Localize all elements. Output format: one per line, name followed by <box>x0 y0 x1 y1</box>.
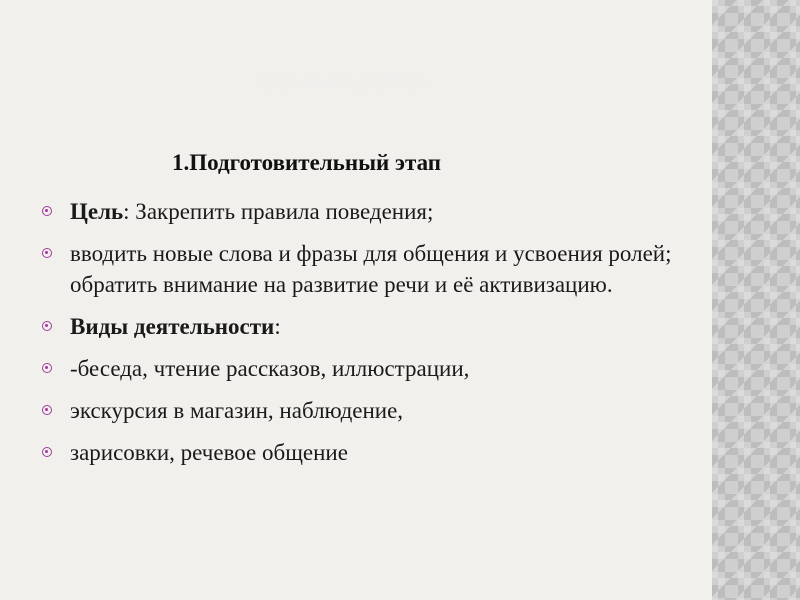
ring-dot-bullet-icon <box>42 363 52 373</box>
list-item-goal <box>42 196 682 227</box>
list-item-introduce-words <box>42 238 682 300</box>
list-item-sketches <box>42 437 682 468</box>
activity-types-label: Виды деятельности <box>70 314 275 339</box>
goal-label: Цель <box>70 199 124 224</box>
excursion-text: экскурсия в магазин, наблюдение, <box>70 398 404 423</box>
ring-dot-bullet-icon <box>42 405 52 415</box>
conversation-text: -беседа, чтение рассказов, иллюстрации, <box>70 356 470 381</box>
ring-dot-bullet-icon <box>42 447 52 457</box>
ring-dot-bullet-icon <box>42 248 52 258</box>
ring-dot-bullet-icon <box>42 321 52 331</box>
list-item-activity-types <box>42 311 682 342</box>
activity-types-colon: : <box>274 314 281 339</box>
section-subtitle: 1.Подготовительный этап <box>172 150 442 175</box>
bullet-list <box>42 196 682 479</box>
introduce-words-text: вводить новые слова и фразы для общения и усвоения ролей; обратить внимание на развитие речи и её активизацию. <box>70 241 672 297</box>
decorative-side-panel <box>712 0 800 600</box>
list-item-conversation <box>42 353 682 384</box>
sketches-text: зарисовки, речевое общение <box>70 440 348 465</box>
ring-dot-bullet-icon <box>42 206 52 216</box>
list-item-excursion <box>42 395 682 426</box>
slide-title: ПЛАН РАБОТЫ <box>255 70 427 95</box>
goal-text: : Закрепить правила поведения; <box>123 199 434 224</box>
